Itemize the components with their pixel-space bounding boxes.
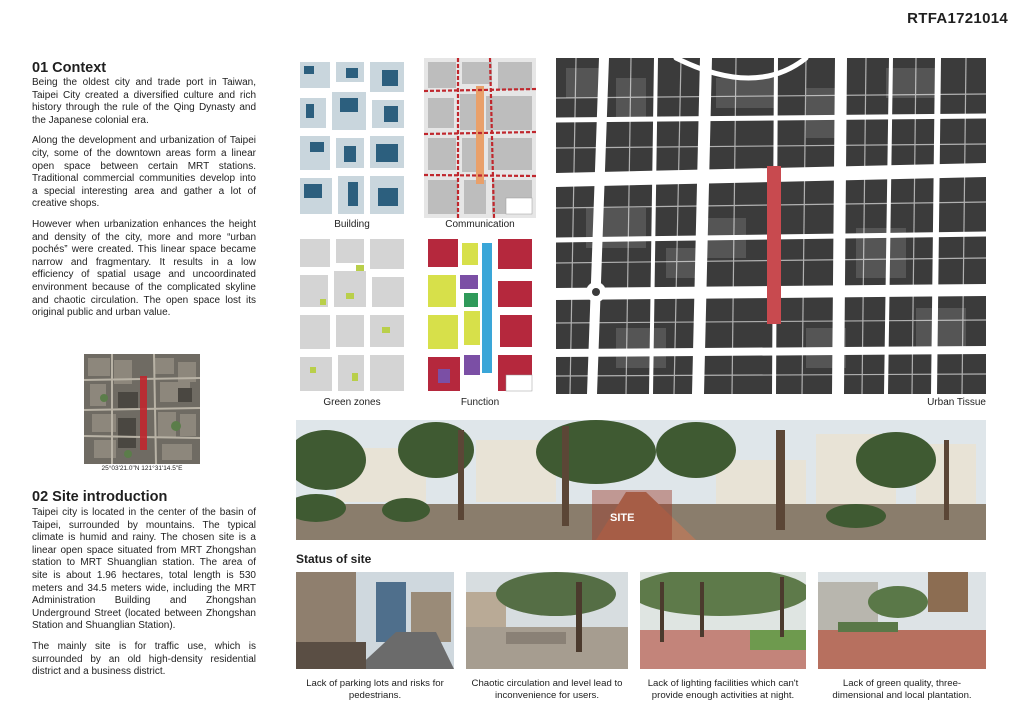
status-photo-parking [296,572,454,669]
communication-map [424,58,536,218]
site-intro-heading: 02 Site introduction [32,489,168,505]
green-zones-label: Green zones [323,397,381,408]
status-heading: Status of site [296,552,372,566]
urban-tissue-label: Urban Tissue [927,397,986,408]
status-caption-circulation: Chaotic circulation and level lead to inconvenience for users. [471,678,623,701]
urban-tissue-map [556,58,986,394]
context-paragraph: Along the development and urbanization of Taipei city, some of the downtown areas form a linear open space between certain MRT stations. Traditional commercial communities develop into a special interesting area and gather a lot of creative shops. [32,135,256,210]
function-map [424,235,536,395]
green-zones-map [296,235,408,395]
status-caption-parking: Lack of parking lots and risks for pedestrians. [306,678,444,701]
building-map [296,58,408,218]
board-code: RTFA1721014 [907,10,1008,27]
function-label: Function [460,397,500,408]
status-caption-lighting: Lack of lighting facilities which can't provide enough activities at night. [647,678,799,701]
communication-label: Communication [445,219,515,230]
building-label: Building [334,219,370,230]
context-heading: 01 Context [32,60,107,76]
site-intro-text [32,507,256,687]
status-photo-green [818,572,986,669]
site-intro-paragraph: The mainly site is for traffic use, which is surrounded by an old high-density residential district and a business district. [32,640,256,678]
context-paragraph: However when urbanization enhances the height and density of the city, more and more “urban pochés” were created. This linear space became narrow and fragmentary. It results in a low efficiency of spatial usage and uncoordinated environment because of the complicated skyline and chaotic circulation. The open space lost its original public and urban value. [32,218,256,319]
status-caption-green: Lack of green quality, three-dimensional and local plantation. [832,678,972,701]
aerial-photo [84,354,200,472]
site-panorama [296,420,986,540]
aerial-coordinates: 25°03'21.0"N 121°31'14.5"E [101,465,183,472]
site-label: SITE [610,512,635,524]
context-text [32,77,256,328]
status-photo-circulation [466,572,628,669]
context-paragraph: Being the oldest city and trade port in Taiwan, Taipei City created a diversified culture and rich history through the rule of the Qing Dynasty and the Japanese colonial era. [32,77,256,126]
status-photo-lighting [640,572,806,669]
site-intro-paragraph: Taipei city is located in the center of the basin of Taipei, surrounded by mountains. The typical climate is humid and rainy. The chosen site is a linear open space situated from MRT Zhongshan station to MRT Shuanglian station. The area of site is about 1.96 hectares, total length is 530 meters and 34.5 meters wide, including the MRT Administration Building and Zhongshan Underground Street (located between Zhongshan Station and Shuanglian Station). [32,507,256,632]
